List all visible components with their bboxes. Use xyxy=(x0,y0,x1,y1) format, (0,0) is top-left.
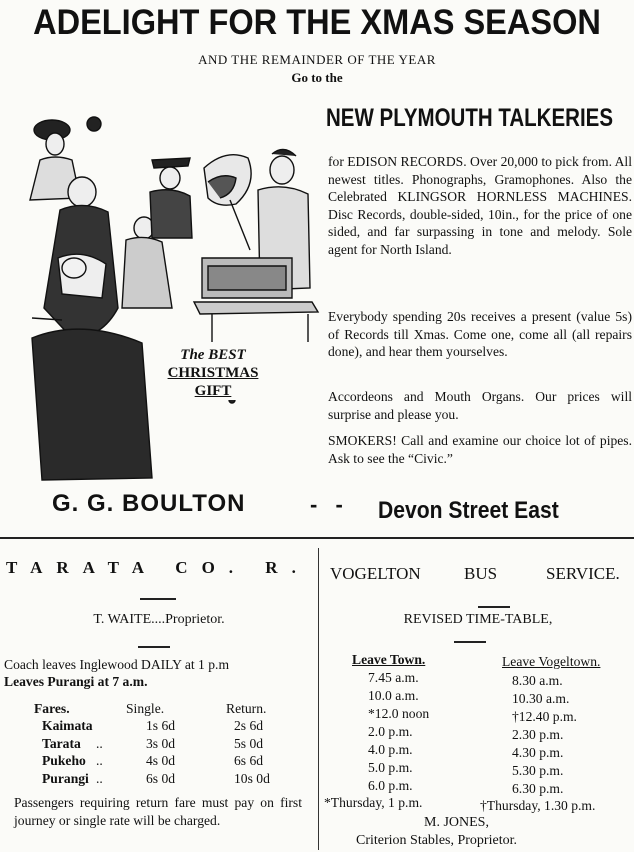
fare-dots: .. xyxy=(96,735,103,751)
column-divider xyxy=(318,548,319,850)
headline: ADELIGHT FOR THE XMAS SEASON xyxy=(33,3,601,42)
fare-single: 3s 0d xyxy=(146,735,176,751)
short-rule xyxy=(138,646,170,648)
records-paragraph: for EDISON RECORDS. Over 20,000 to pick from. All newest titles. Phonographs, Gramophones. Also the Celebrated KLINGSOR HORNLESS MACHINES. Disc Records, double-sided, 10in., for the price of one sided, and far surpassing in tone and melody. Sole agent for North Island. xyxy=(328,154,632,257)
shop-title: NEW PLYMOUTH TALKERIES xyxy=(326,104,614,132)
header-fares: Fares. xyxy=(34,700,70,716)
present-paragraph: Everybody spending 20s receives a present (value 5s) of Records till Xmas. Come one, come all (all repairs done), and hear them yourselves. xyxy=(328,309,632,360)
family-gramophone-illustration xyxy=(22,108,320,490)
leave-vogeltown-times xyxy=(512,672,612,798)
short-rule xyxy=(478,606,510,608)
short-rule xyxy=(140,598,176,600)
fare-return: 5s 0d xyxy=(234,735,264,751)
thursday-town-note: *Thursday, 1 p.m. xyxy=(324,795,423,810)
fare-return: 2s 6d xyxy=(234,718,264,734)
accordeons-paragraph: Accordeons and Mouth Organs. Our prices will surprise and please you. xyxy=(328,389,632,422)
return-fare-notice: Passengers requiring return fare must pay on first journey or single rate will be charged. xyxy=(14,795,302,828)
fare-return: 10s 0d xyxy=(234,770,270,786)
fare-dots xyxy=(96,718,118,736)
fare-place: Purangi xyxy=(42,770,89,786)
shop-address: Devon Street East xyxy=(378,497,559,524)
separator-dashes: - - xyxy=(310,492,349,517)
time-entry: 6.0 p.m. xyxy=(368,778,413,793)
time-entry: 4.30 p.m. xyxy=(512,745,564,760)
caption-line-1: The BEST xyxy=(180,347,246,363)
table-row xyxy=(34,753,270,771)
revised-timetable: REVISED TIME-TABLE, xyxy=(403,612,553,627)
fares-header-row xyxy=(34,700,270,718)
time-entry: 2.30 p.m. xyxy=(512,727,564,742)
fare-place: Pukeho xyxy=(42,753,86,769)
table-row xyxy=(34,735,270,753)
fare-single: 1s 6d xyxy=(146,718,176,734)
fare-return: 6s 6d xyxy=(234,753,264,769)
time-entry: 5.30 p.m. xyxy=(512,763,564,778)
time-entry: 8.30 a.m. xyxy=(512,673,563,688)
fares-table xyxy=(34,700,270,788)
title-word-vogelton: VOGELTON xyxy=(330,564,421,583)
time-entry: 6.30 p.m. xyxy=(512,781,564,796)
subheading-go-to: Go to the xyxy=(291,70,343,85)
caption-line-2: CHRISTMAS GIFT xyxy=(167,365,259,399)
time-entry: †12.40 p.m. xyxy=(512,709,577,724)
short-rule xyxy=(454,641,486,643)
time-entry: 10.0 a.m. xyxy=(368,688,419,703)
subheading-remainder: AND THE REMAINDER OF THE YEAR xyxy=(198,52,436,67)
time-entry: 10.30 a.m. xyxy=(512,691,570,706)
fare-single: 6s 0d xyxy=(146,770,176,786)
table-row xyxy=(34,770,270,788)
fare-place: Kaimata xyxy=(42,718,93,734)
title-word-bus: BUS xyxy=(464,564,498,583)
proprietor-name: G. G. BOULTON xyxy=(52,490,246,517)
time-entry: 2.0 p.m. xyxy=(368,724,413,739)
header-single: Single. xyxy=(126,700,165,716)
time-entry: 7.45 a.m. xyxy=(368,670,419,685)
fare-dots: .. xyxy=(96,753,103,769)
coach-line-1: Coach leaves Inglewood DAILY at 1 p.m xyxy=(4,657,230,672)
header-return: Return. xyxy=(226,700,267,716)
criterion-stables: Criterion Stables, Proprietor. xyxy=(356,833,517,848)
time-entry: *12.0 noon xyxy=(368,706,430,721)
tarata-proprietor: T. WAITE....Proprietor. xyxy=(93,612,225,627)
coach-schedule xyxy=(4,656,316,690)
leave-vogeltown-header: Leave Vogeltown. xyxy=(502,654,601,669)
leave-town-header: Leave Town. xyxy=(352,652,426,667)
title-word-service: SERVICE. xyxy=(546,564,620,583)
fare-place: Tarata xyxy=(42,735,81,751)
illustration-caption xyxy=(152,346,274,400)
table-row xyxy=(34,718,270,736)
thursday-vogeltown-note: †Thursday, 1.30 p.m. xyxy=(480,798,596,813)
time-entry: 4.0 p.m. xyxy=(368,742,413,757)
section-divider xyxy=(0,537,634,539)
fare-single: 4s 0d xyxy=(146,753,176,769)
bus-proprietor: M. JONES, xyxy=(424,815,489,830)
coach-line-2: Leaves Purangi at 7 a.m. xyxy=(4,674,148,689)
fare-dots: .. xyxy=(96,770,103,786)
tarata-title: TARATA CO. R. xyxy=(6,558,310,577)
time-entry: 5.0 p.m. xyxy=(368,760,413,775)
leave-town-times xyxy=(368,669,448,795)
smokers-paragraph: SMOKERS! Call and examine our choice lot of pipes. Ask to see the “Civic.” xyxy=(328,433,632,466)
